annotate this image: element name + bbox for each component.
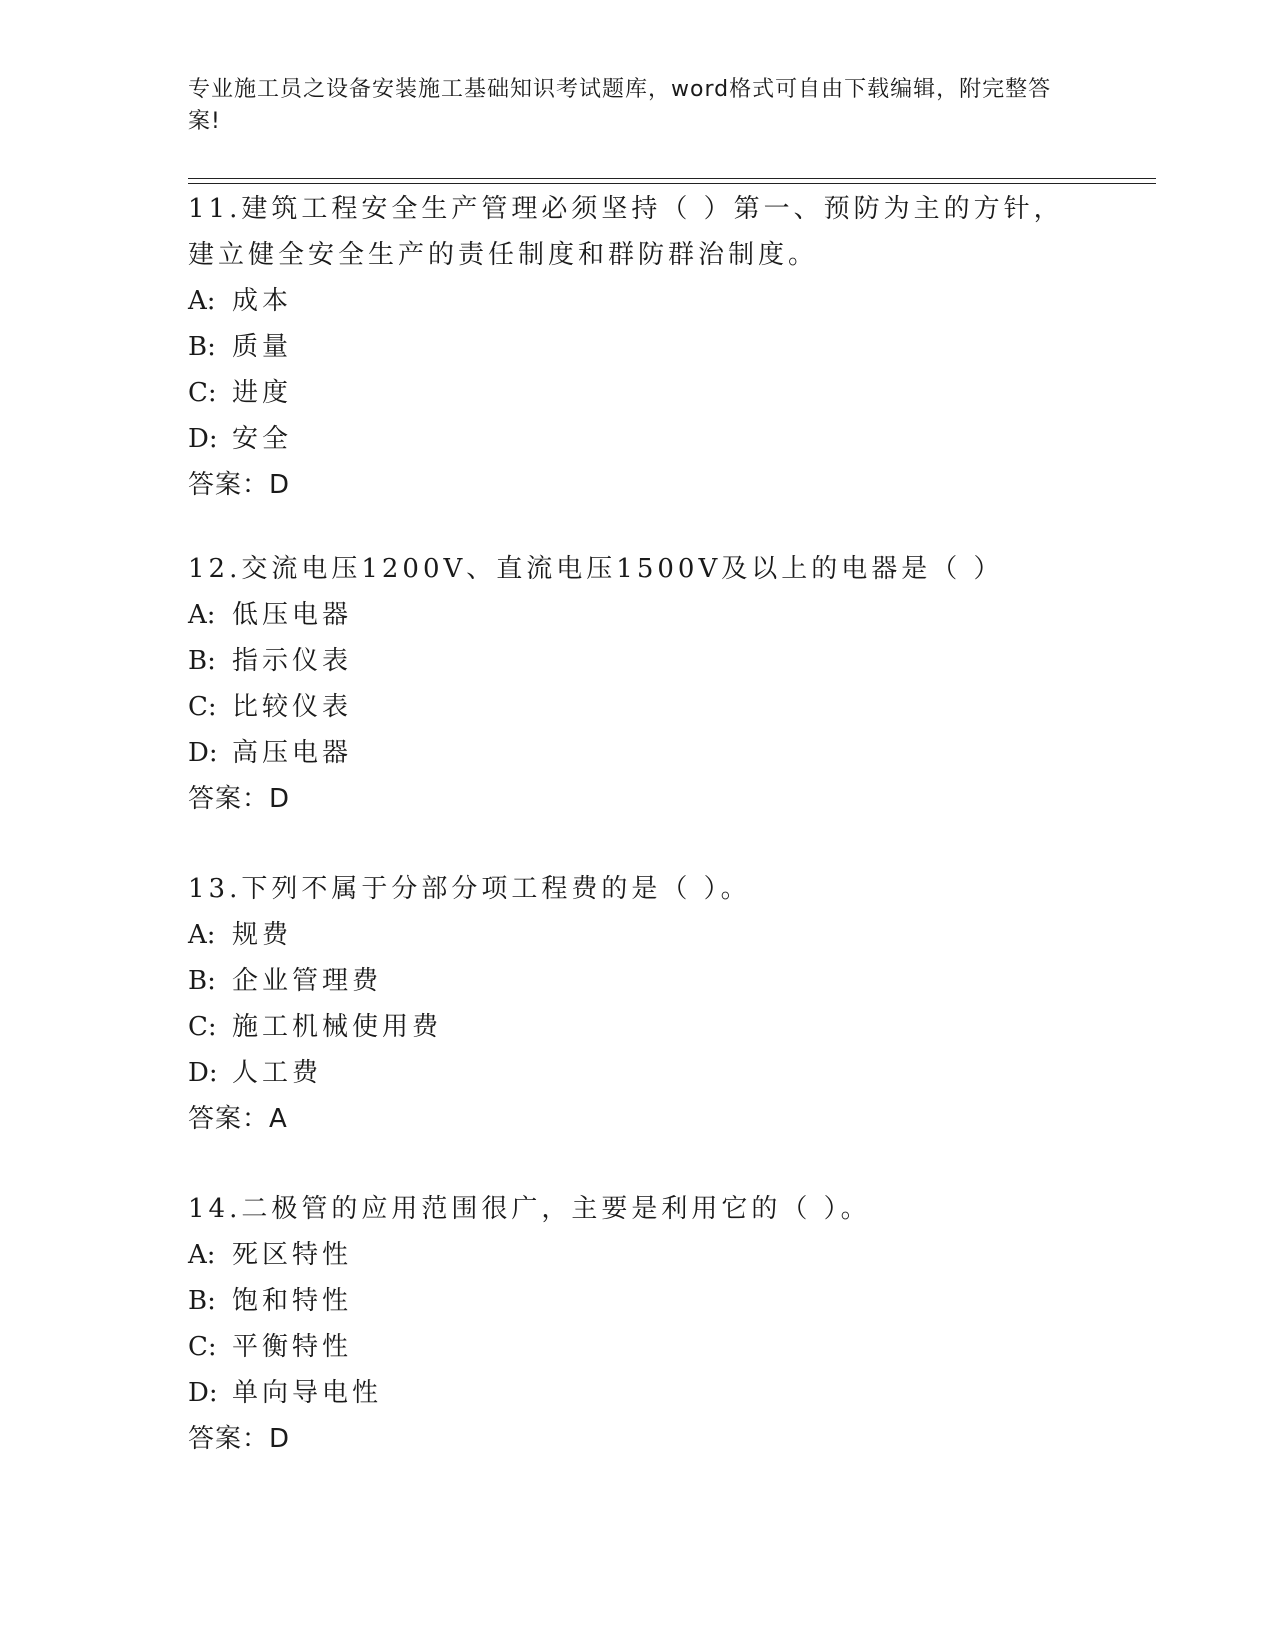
- option-text: 饱和特性: [232, 1286, 353, 1316]
- option-text: 平衡特性: [232, 1332, 353, 1362]
- question-stem: 12.交流电压1200V、直流电压1500V及以上的电器是（ ）: [188, 554, 1004, 584]
- option-a: [188, 278, 1088, 324]
- option-key: C:: [188, 378, 217, 408]
- document-header: 专业施工员之设备安装施工基础知识考试题库，word格式可自由下载编辑，附完整答案!: [188, 77, 1052, 134]
- option-text: 低压电器: [232, 600, 353, 630]
- option-text: 单向导电性: [232, 1378, 383, 1408]
- option-a: [188, 1232, 1088, 1278]
- question-block: [188, 866, 1088, 1142]
- answer-line: 答案：D: [188, 784, 291, 814]
- option-text: 成本: [232, 286, 293, 316]
- option-d: [188, 1370, 1088, 1416]
- option-key: D:: [188, 738, 218, 768]
- option-text: 安全: [232, 424, 293, 454]
- option-c: [188, 684, 1088, 730]
- option-text: 高压电器: [232, 738, 353, 768]
- option-c: [188, 370, 1088, 416]
- option-key: A:: [188, 286, 216, 316]
- option-text: 人工费: [232, 1058, 323, 1088]
- option-key: B:: [188, 332, 216, 362]
- option-key: B:: [188, 1286, 216, 1316]
- option-text: 比较仪表: [232, 692, 353, 722]
- option-d: [188, 1050, 1088, 1096]
- option-key: C:: [188, 1332, 217, 1362]
- option-key: A:: [188, 1240, 216, 1270]
- option-key: D:: [188, 1378, 218, 1408]
- option-b: [188, 1278, 1088, 1324]
- option-d: [188, 730, 1088, 776]
- option-c: [188, 1004, 1088, 1050]
- answer-line: 答案：D: [188, 1424, 291, 1454]
- option-key: A:: [188, 920, 216, 950]
- option-key: B:: [188, 646, 216, 676]
- question-block: [188, 546, 1088, 822]
- option-text: 指示仪表: [232, 646, 353, 676]
- option-key: D:: [188, 424, 218, 454]
- question-stem: 13.下列不属于分部分项工程费的是（ ）。: [188, 874, 751, 904]
- option-b: [188, 958, 1088, 1004]
- question-block: [188, 1186, 1088, 1462]
- header-divider-top: [188, 178, 1156, 179]
- option-text: 施工机械使用费: [232, 1012, 443, 1042]
- option-b: [188, 324, 1088, 370]
- option-key: C:: [188, 1012, 217, 1042]
- option-key: C:: [188, 692, 217, 722]
- option-a: [188, 912, 1088, 958]
- option-key: A:: [188, 600, 216, 630]
- option-a: [188, 592, 1088, 638]
- answer-line: 答案：A: [188, 1104, 288, 1134]
- question-stem: 11.建筑工程安全生产管理必须坚持（ ）第一、预防为主的方针，建立健全安全生产的责任制度和群防群治制度。: [188, 194, 1064, 270]
- option-text: 进度: [232, 378, 293, 408]
- option-d: [188, 416, 1088, 462]
- header-divider-bottom: [188, 183, 1156, 184]
- option-text: 质量: [232, 332, 293, 362]
- option-text: 死区特性: [232, 1240, 353, 1270]
- option-key: B:: [188, 966, 216, 996]
- option-c: [188, 1324, 1088, 1370]
- option-b: [188, 638, 1088, 684]
- option-key: D:: [188, 1058, 218, 1088]
- answer-line: 答案：D: [188, 470, 291, 500]
- question-block: [188, 186, 1088, 508]
- question-stem: 14.二极管的应用范围很广，主要是利用它的（ ）。: [188, 1194, 871, 1224]
- option-text: 企业管理费: [232, 966, 383, 996]
- option-text: 规费: [232, 920, 293, 950]
